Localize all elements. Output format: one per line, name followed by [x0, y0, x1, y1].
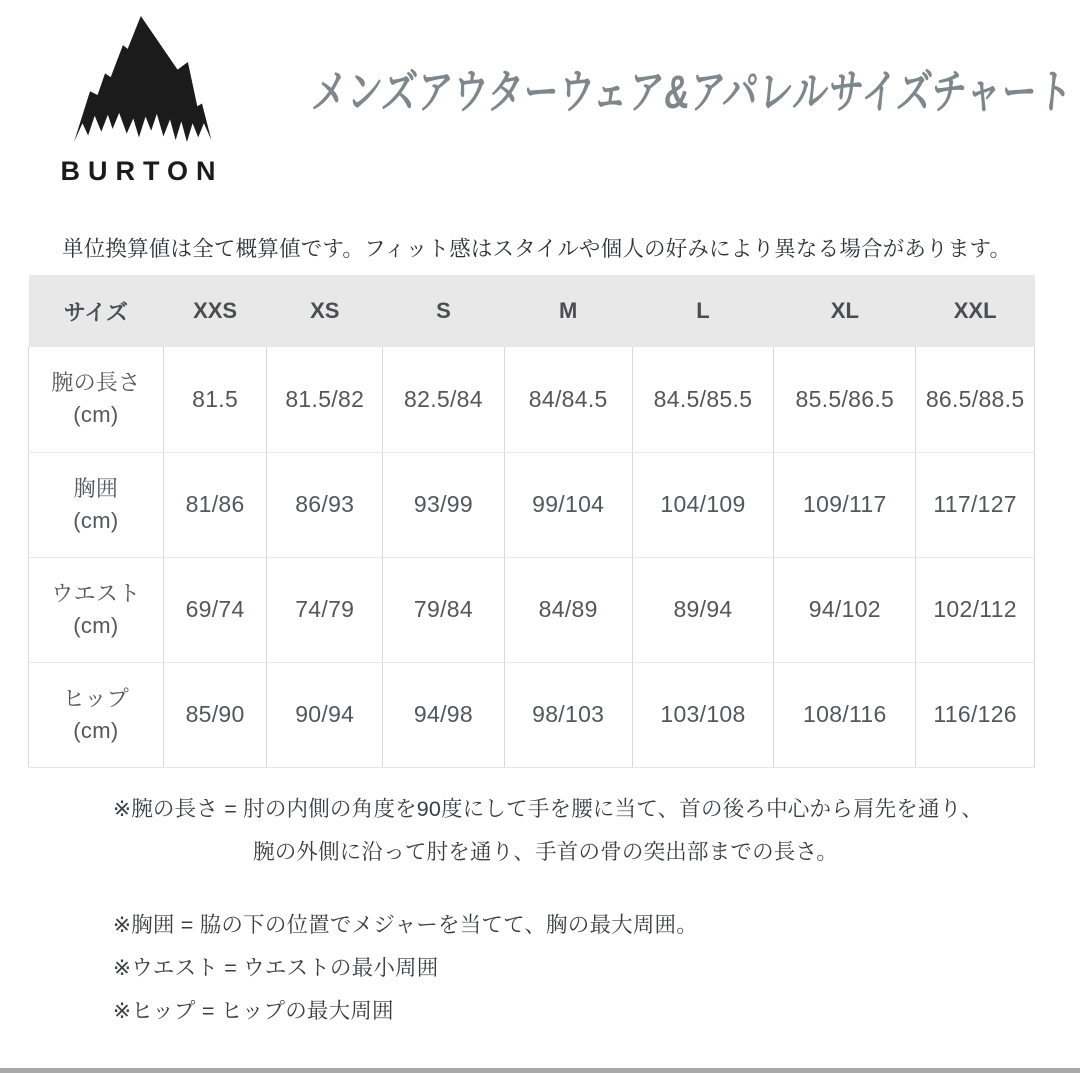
size-cell: 90/94 [267, 662, 383, 767]
column-header: サイズ [29, 275, 164, 347]
size-cell: 85.5/86.5 [774, 347, 916, 452]
footnote-arm-length-line2: 腕の外側に沿って肘を通り、手首の骨の突出部までの長さ。 [253, 839, 839, 864]
table-row [29, 662, 1035, 767]
size-cell: 74/79 [267, 557, 383, 662]
size-cell: 94/102 [774, 557, 916, 662]
size-table-body [29, 347, 1035, 767]
page-title: メンズアウターウェア&アパレルサイズチャート [309, 65, 1076, 118]
size-cell: 89/94 [632, 557, 774, 662]
size-cell: 93/99 [383, 452, 505, 557]
row-label: 胸囲 (cm) [29, 452, 164, 557]
column-header: M [504, 275, 632, 347]
size-cell: 86.5/88.5 [916, 347, 1035, 452]
size-cell: 99/104 [504, 452, 632, 557]
column-header: XL [774, 275, 916, 347]
column-header: XS [267, 275, 383, 347]
size-cell: 86/93 [267, 452, 383, 557]
size-cell: 79/84 [383, 557, 505, 662]
disclaimer-note: 単位換算値は全て概算値です。フィット感はスタイルや個人の好みにより異なる場合があります。 [62, 237, 1012, 261]
size-cell: 82.5/84 [383, 347, 505, 452]
header [0, 0, 1080, 232]
size-cell: 84/89 [504, 557, 632, 662]
column-header: XXL [916, 275, 1035, 347]
table-row [29, 347, 1035, 452]
burton-logo [52, 8, 224, 187]
size-table [28, 275, 1035, 768]
size-cell: 85/90 [163, 662, 267, 767]
column-header: L [632, 275, 774, 347]
size-cell: 94/98 [383, 662, 505, 767]
table-row [29, 557, 1035, 662]
size-cell: 81.5 [163, 347, 267, 452]
brand-name: BURTON [60, 156, 224, 186]
row-label: 腕の長さ (cm) [29, 347, 164, 452]
size-cell: 81.5/82 [267, 347, 383, 452]
mountain-icon [58, 8, 218, 150]
row-label: ヒップ (cm) [29, 662, 164, 767]
size-cell: 81/86 [163, 452, 267, 557]
size-cell: 116/126 [916, 662, 1035, 767]
size-cell: 84.5/85.5 [632, 347, 774, 452]
size-cell: 84/84.5 [504, 347, 632, 452]
size-cell: 98/103 [504, 662, 632, 767]
size-cell: 109/117 [774, 452, 916, 557]
size-cell: 103/108 [632, 662, 774, 767]
size-cell: 69/74 [163, 557, 267, 662]
footnote-chest: ※胸囲 = 脇の下の位置でメジャーを当てて、胸の最大周囲。 [113, 912, 698, 937]
footnote-arm-length-line1: ※腕の長さ = 肘の内側の角度を90度にして手を腰に当て、首の後ろ中心から肩先を通り、 [113, 796, 984, 821]
size-cell: 108/116 [774, 662, 916, 767]
column-header: S [383, 275, 505, 347]
footnotes [0, 795, 1080, 1026]
column-header: XXS [163, 275, 267, 347]
bottom-bar [0, 1068, 1080, 1073]
size-cell: 102/112 [916, 557, 1035, 662]
size-cell: 104/109 [632, 452, 774, 557]
footnote-waist: ※ウエスト = ウエストの最小周囲 [113, 955, 439, 980]
size-cell: 117/127 [916, 452, 1035, 557]
footnote-hip: ※ヒップ = ヒップの最大周囲 [113, 998, 394, 1023]
row-label: ウエスト (cm) [29, 557, 164, 662]
size-table-header-row [29, 275, 1035, 347]
table-row [29, 452, 1035, 557]
